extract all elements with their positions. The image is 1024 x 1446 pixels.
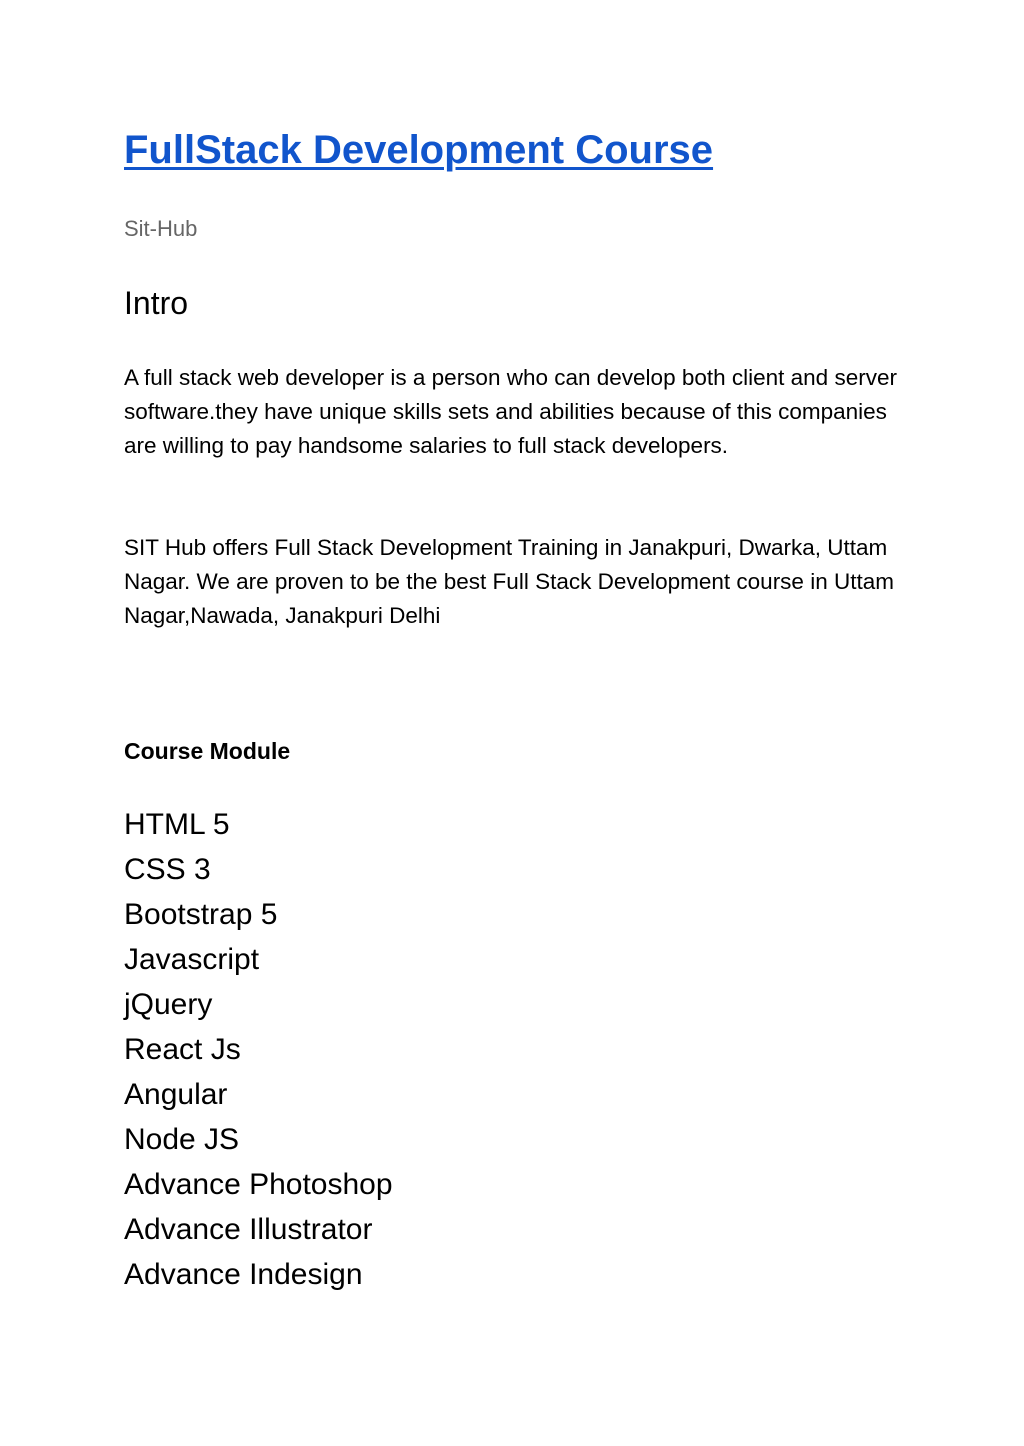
course-module-list (124, 802, 393, 1297)
list-item: HTML 5 (124, 808, 230, 841)
list-item: Advance Illustrator (124, 1213, 373, 1246)
document-subtitle: Sit-Hub (124, 216, 198, 241)
list-item: Node JS (124, 1123, 240, 1156)
list-item: CSS 3 (124, 853, 211, 886)
intro-paragraph-2: SIT Hub offers Full Stack Development Training in Janakpuri, Dwarka, Uttam Nagar. We are proven to be the best Full Stack Development course in Uttam Nagar,Nawada, Janakpuri Delhi (124, 535, 894, 628)
course-module-heading: Course Module (124, 738, 291, 764)
list-item: Bootstrap 5 (124, 898, 278, 931)
list-item: React Js (124, 1033, 241, 1066)
list-item: Javascript (124, 943, 260, 976)
list-item: Advance Indesign (124, 1258, 363, 1291)
list-item: Advance Photoshop (124, 1168, 393, 1201)
intro-paragraph-1: A full stack web developer is a person who can develop both client and server software.they have unique skills sets and abilities because of this companies are willing to pay handsome salaries to full stack developers. (124, 365, 897, 458)
document-title-link[interactable]: FullStack Development Course (124, 128, 714, 172)
intro-heading: Intro (124, 285, 189, 321)
list-item: Angular (124, 1078, 228, 1111)
list-item: jQuery (124, 988, 213, 1021)
